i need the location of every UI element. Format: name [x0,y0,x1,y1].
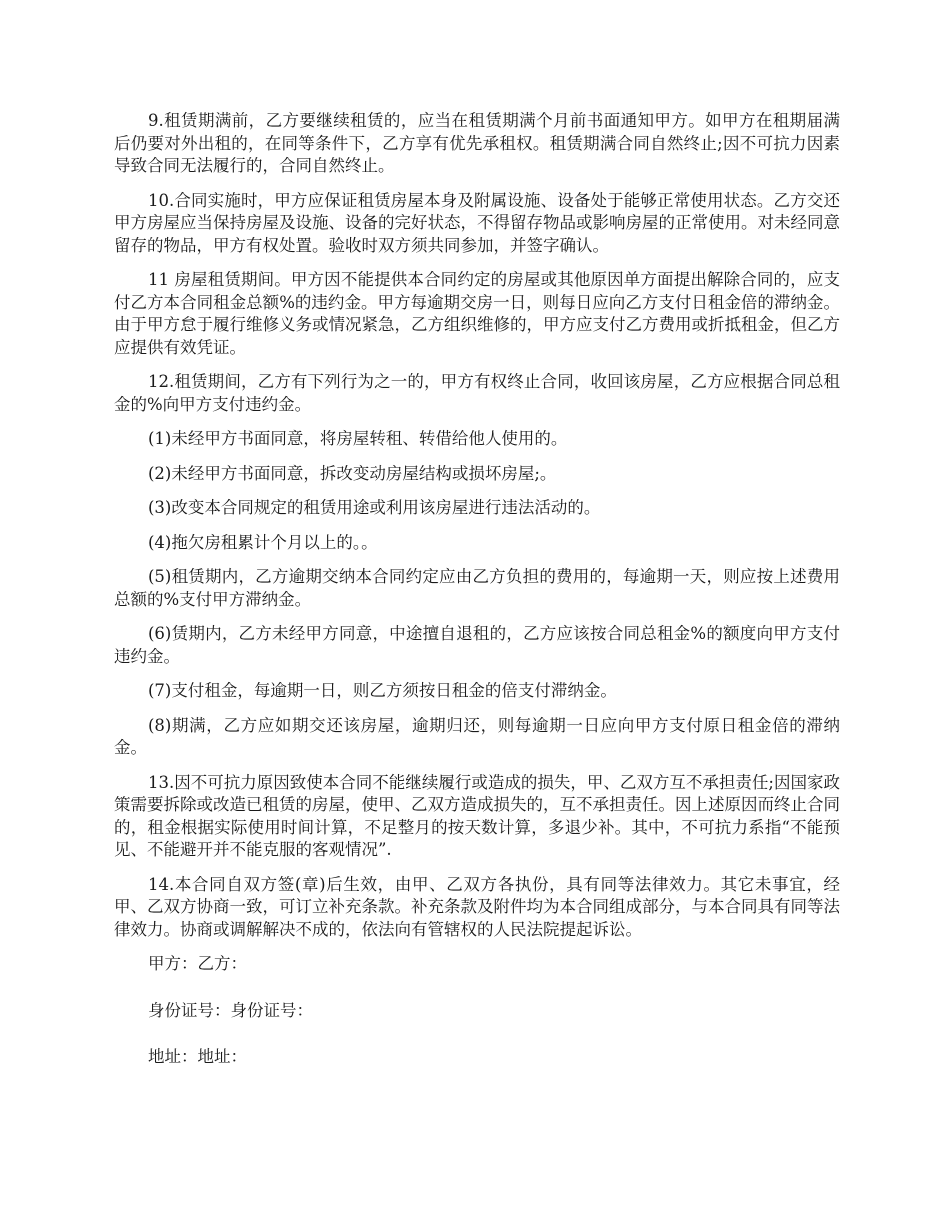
signature-party-line: 甲方：乙方： [148,954,247,973]
clause-9: 9.租赁期满前，乙方要继续租赁的，应当在租赁期满个月前书面通知甲方。如甲方在租期届满后仍要对外出租的，在同等条件下，乙方享有优先承租权。租赁期满合同自然终止;因不可抗力因素导致合同无法履行的，合同自然终止。 [114,111,840,175]
clause-12-item-5: (5)租赁期内，乙方逾期交纳本合同约定应由乙方负担的费用的，每逾期一天，则应按上述费用总额的%支付甲方滞纳金。 [114,567,840,609]
clause-11: 11 房屋租赁期间。甲方因不能提供本合同约定的房屋或其他原因单方面提出解除合同的，应支付乙方本合同租金总额%的违约金。甲方每逾期交房一日，则每日应向乙方支付日租金倍的滞纳金。由于甲方怠于履行维修义务或情况紧急，乙方组织维修的，甲方应支付乙方费用或折抵租金，但乙方应提供有效凭证。 [114,270,840,357]
signature-id-line: 身份证号：身份证号： [148,1000,313,1020]
clause-12: 12.租赁期间，乙方有下列行为之一的，甲方有权终止合同，收回该房屋，乙方应根据合同总租金的%向甲方支付违约金。 [114,372,840,414]
clause-14: 14.本合同自双方签(章)后生效，由甲、乙双方各执份，具有同等法律效力。其它未事宜，经甲、乙双方协商一致，可订立补充条款。补充条款及附件均为本合同组成部分，与本合同具有同等法律效力。协商或调解解决不成的，依法向有管辖权的人民法院提起诉讼。 [114,874,840,939]
clause-12-item-8: (8)期满，乙方应如期交还该房屋，逾期归还，则每逾期一日应向甲方支付原日租金倍的滞纳金。 [114,715,840,757]
clause-12-item-1: (1)未经甲方书面同意，将房屋转租、转借给他人使用的。 [148,429,568,448]
clause-13: 13.因不可抗力原因致使本合同不能继续履行或造成的损失，甲、乙双方互不承担责任;因国家政策需要拆除或改造已租赁的房屋，使甲、乙双方造成损失的，互不承担责任。因上述原因而终止合同的，租金根据实际使用时间计算，不足整月的按天数计算，多退少补。其中，不可抗力系指“不能预见、不能避开并不能克服的客观情况”. [114,772,840,859]
document-body [114,110,840,1093]
clause-12-item-4: (4)拖欠房租累计个月以上的。。 [148,532,378,552]
clause-12-item-2: (2)未经甲方书面同意，拆改变动房屋结构或损坏房屋;。 [148,463,557,483]
clause-12-item-7: (7)支付租金，每逾期一日，则乙方须按日租金的倍支付滞纳金。 [148,681,617,700]
clause-12-item-6: (6)赁期内，乙方未经甲方同意，中途擅自退租的，乙方应该按合同总租金%的额度向甲方支付违约金。 [114,624,840,666]
signature-address-line: 地址：地址： [148,1047,247,1066]
clause-10: 10.合同实施时，甲方应保证租赁房屋本身及附属设施、设备处于能够正常使用状态。乙方交还甲方房屋应当保持房屋及设施、设备的完好状态，不得留存物品或影响房屋的正常使用。对未经同意留存的物品，甲方有权处置。验收时双方须共同参加，并签字确认。 [114,190,840,255]
clause-12-item-3: (3)改变本合同规定的租赁用途或利用该房屋进行违法活动的。 [148,498,601,517]
